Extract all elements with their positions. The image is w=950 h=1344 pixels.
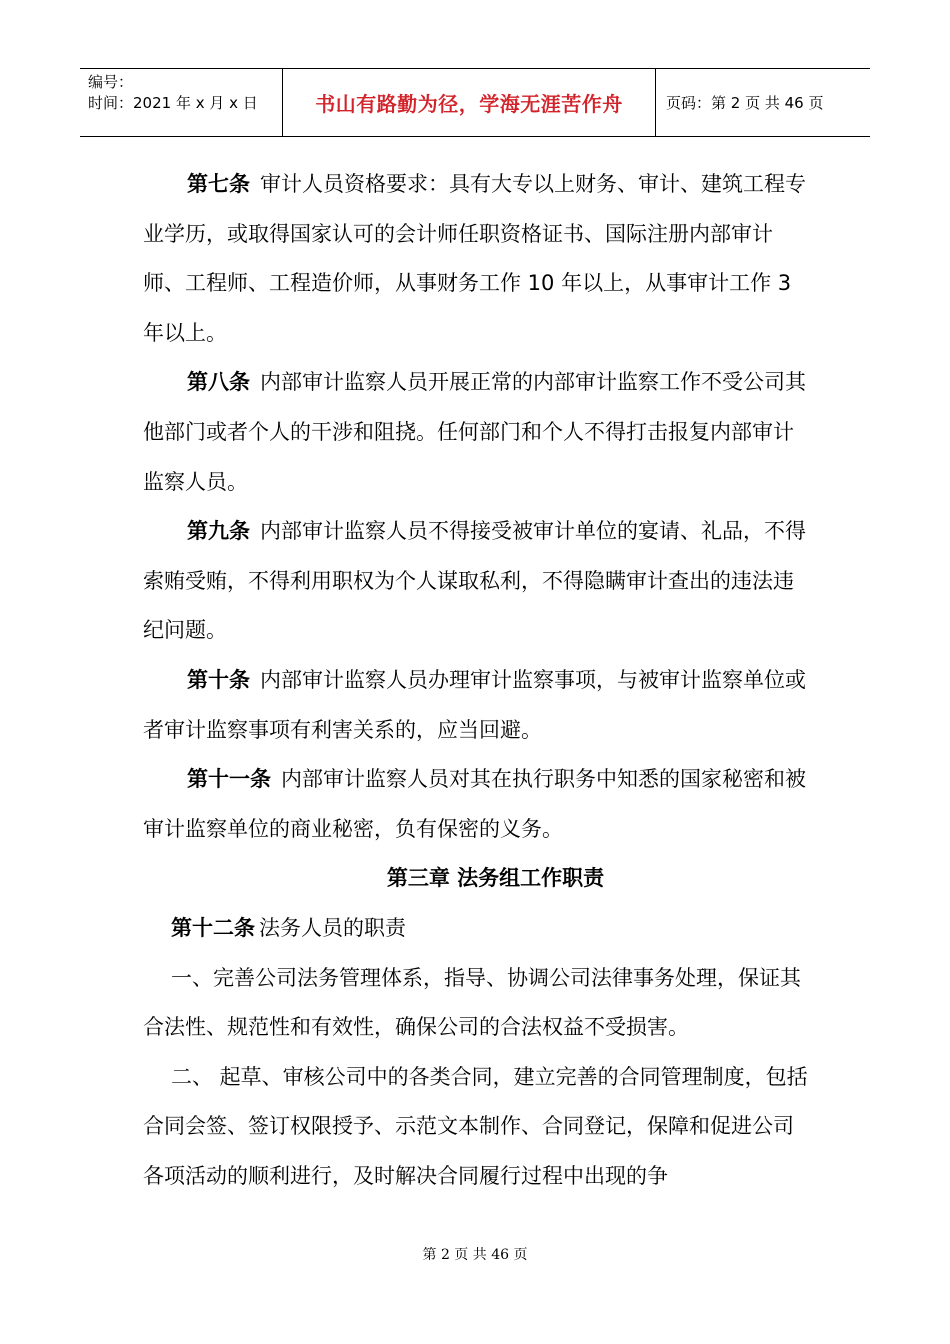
duty-item: 二、 起草、审核公司中的各类合同，建立完善的合同管理制度，包括合同会签、签订权限授予、示范文本制作、合同登记，保障和促进公司各项活动的顺利进行，及时解决合同履行过程中出现的争: [143, 1064, 808, 1188]
article-label: 第九条: [187, 519, 250, 544]
article-text: 法务人员的职责: [259, 915, 406, 940]
article-11: [143, 755, 808, 854]
document-number-label: 编号：: [88, 73, 134, 91]
article-text: 内部审计监察人员不得接受被审计单位的宴请、礼品，不得索贿受贿，不得利用职权为个人谋取私利，不得隐瞒审计查出的违法违纪问题。: [143, 519, 806, 643]
article-label: 第十条: [187, 667, 250, 692]
article-12: [143, 904, 808, 954]
header-meta: [80, 69, 282, 136]
article-8: [143, 358, 808, 507]
header-motto: 书山有路勤为径，学海无涯苦作舟: [282, 69, 656, 136]
article-label: 第八条: [187, 370, 250, 395]
article-text: 内部审计监察人员办理审计监察事项，与被审计监察单位或者审计监察事项有利害关系的，应当回避。: [143, 667, 806, 742]
article-7: [143, 160, 808, 358]
article-text: 内部审计监察人员开展正常的内部审计监察工作不受公司其他部门或者个人的干涉和阻挠。任何部门和个人不得打击报复内部审计监察人员。: [143, 370, 806, 494]
header-page-info: 页码：第 2 页 共 46 页: [666, 94, 824, 112]
article-9: [143, 507, 808, 656]
article-label: 第七条: [187, 172, 250, 196]
article-label: 第十二条: [171, 915, 255, 940]
article-text: 内部审计监察人员对其在执行职务中知悉的国家秘密和被审计监察单位的商业秘密，负有保密的义务。: [143, 767, 806, 841]
article-10: [143, 656, 808, 755]
chapter-title: 第三章 法务组工作职责: [386, 866, 605, 891]
document-date: 时间：2021 年 x 月 x 日: [88, 94, 258, 112]
page-header: [80, 68, 870, 137]
duty-item: 一、完善公司法务管理体系，指导、协调公司法律事务处理，保证其合法性、规范性和有效性，确保公司的合法权益不受损害。: [143, 965, 801, 1040]
article-text: 审计人员资格要求：具有大专以上财务、审计、建筑工程专业学历，或取得国家认可的会计师任职资格证书、国际注册内部审计师、工程师、工程造价师，从事财务工作 10 年以上，从事审计工作 3 年以上。: [143, 172, 806, 345]
document-body: [143, 160, 808, 1201]
article-label: 第十一条: [187, 767, 271, 792]
page-footer: 第 2 页 共 46 页: [422, 1247, 528, 1263]
